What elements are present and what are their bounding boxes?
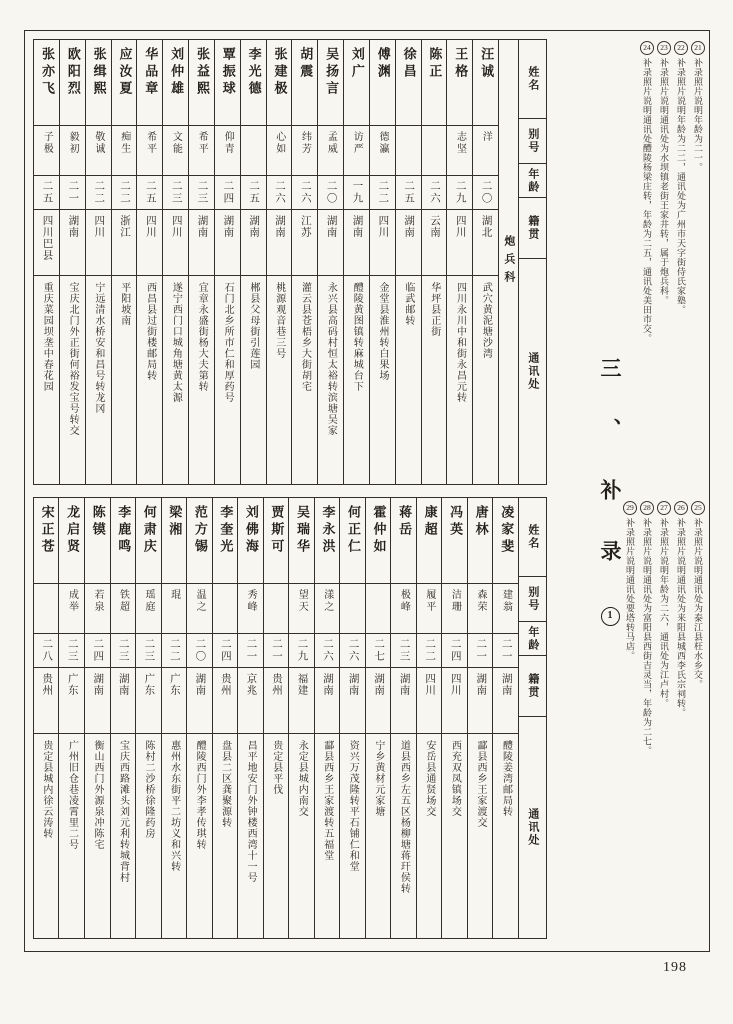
register-entry <box>34 40 59 484</box>
entry-name: 汪诚 <box>473 40 498 126</box>
register-entry <box>135 498 161 938</box>
entry-address: 宝庆西路滩头刘元利转城背村 <box>117 740 129 883</box>
register-entry <box>237 498 263 938</box>
entry-age: 二三 <box>59 634 84 668</box>
entry-alias: 文能 <box>163 126 188 176</box>
margin-note <box>657 41 671 473</box>
entry-address: 醴陵姜湾邮局转 <box>500 740 512 817</box>
entry-address: 灌云县苍梧乡大街胡宅 <box>299 282 311 392</box>
entry-age: 二六 <box>292 176 317 210</box>
entry-address: 道县西乡左五区杨柳塘蒋玕侯转 <box>398 740 410 894</box>
entry-native: 四川 <box>137 210 162 276</box>
entry-address: 醴陵西门外李孝传琪转 <box>194 740 206 850</box>
margin-note <box>691 41 705 473</box>
entry-name: 贾斯可 <box>264 498 289 584</box>
entry-address: 昌平地安门外钟楼西湾十一号 <box>245 740 257 883</box>
register-entry <box>421 40 447 484</box>
entry-address: 永定县城内南交 <box>296 740 308 817</box>
entry-name: 傅渊 <box>370 40 395 126</box>
entry-native: 湖南 <box>493 668 518 734</box>
entry-native: 湖南 <box>85 668 110 734</box>
entry-alias <box>422 126 447 176</box>
entry-name: 吴扬言 <box>318 40 343 126</box>
entry-age: 二二 <box>86 176 111 210</box>
entry-alias: 漾之 <box>315 584 340 634</box>
entry-native: 湖南 <box>468 668 493 734</box>
note-text: 补录照片说明通讯处醴陵杨梁庄转，年龄为二五，通讯处美田市交。 <box>642 58 652 343</box>
entry-alias <box>396 126 421 176</box>
entry-address: 酃县西乡王家渡交 <box>474 740 486 828</box>
entry-address: 郴县父母街引莲园 <box>247 282 259 370</box>
field-label: 别号 <box>519 577 546 622</box>
register-entry <box>263 498 289 938</box>
entry-name: 陈正 <box>422 40 447 126</box>
field-label-column <box>518 40 546 484</box>
entry-age: 二六 <box>267 176 292 210</box>
entry-native: 湖南 <box>187 668 212 734</box>
entry-age: 二四 <box>215 176 240 210</box>
margin-note <box>691 501 705 933</box>
entry-age: 二八 <box>34 634 59 668</box>
entry-age: 二六 <box>422 176 447 210</box>
entry-name: 张缉熙 <box>86 40 111 126</box>
field-label: 籍贯 <box>519 198 546 259</box>
entry-address: 平阳坡南 <box>118 282 130 326</box>
entry-age: 二二 <box>417 634 442 668</box>
entry-alias: 孟威 <box>318 126 343 176</box>
entry-age: 二〇 <box>187 634 212 668</box>
register-entry <box>58 498 84 938</box>
entry-address: 宝庆北门外正街何裕发宝号转交 <box>67 282 79 436</box>
entry-alias: 心如 <box>267 126 292 176</box>
entry-age: 二〇 <box>318 176 343 210</box>
entry-native: 湖南 <box>215 210 240 276</box>
entry-alias <box>340 584 365 634</box>
entry-native: 湖南 <box>344 210 369 276</box>
entry-age: 二六 <box>315 634 340 668</box>
entry-age: 二九 <box>447 176 472 210</box>
entry-alias: 洁珊 <box>442 584 467 634</box>
margin-note <box>623 501 637 933</box>
field-label: 姓名 <box>519 40 546 119</box>
entry-age: 二一 <box>60 176 85 210</box>
entry-address: 石门北乡所市仁和厚药号 <box>222 282 234 403</box>
entry-name: 覃振球 <box>215 40 240 126</box>
entry-alias: 访严 <box>344 126 369 176</box>
entry-address: 贵定县城内徐云涛转 <box>40 740 52 839</box>
entry-native: 贵州 <box>34 668 59 734</box>
entry-alias <box>366 584 391 634</box>
entry-name: 龙启贤 <box>59 498 84 584</box>
register-entry <box>317 40 343 484</box>
entry-name: 霍仲如 <box>366 498 391 584</box>
branch-label-column <box>498 40 518 484</box>
field-label: 别号 <box>519 119 546 164</box>
register-entry <box>390 498 416 938</box>
section-number-circled: 1 <box>601 607 620 626</box>
note-number-circled: 28 <box>640 501 654 515</box>
entry-address: 醴陵黄图镇转麻城台下 <box>351 282 363 392</box>
entry-native: 湖南 <box>391 668 416 734</box>
note-number-circled: 27 <box>657 501 671 515</box>
entry-name: 何肃庆 <box>136 498 161 584</box>
entry-address: 西充双凤镇场交 <box>449 740 461 817</box>
entry-name: 蒋岳 <box>391 498 416 584</box>
margin-note <box>674 41 688 473</box>
page-number: 198 <box>663 960 687 975</box>
entry-name: 刘佛海 <box>238 498 263 584</box>
register-entry <box>467 498 493 938</box>
entry-name: 胡震 <box>292 40 317 126</box>
note-text: 补录照片说明年龄为二一。 <box>693 58 703 172</box>
entry-alias: 成举 <box>59 584 84 634</box>
entry-native: 贵州 <box>213 668 238 734</box>
entry-native: 湖南 <box>267 210 292 276</box>
register-entry <box>186 498 212 938</box>
entry-native: 湖北 <box>473 210 498 276</box>
register-entry <box>188 40 214 484</box>
margin-note <box>657 501 671 933</box>
entry-name: 康超 <box>417 498 442 584</box>
entry-native: 四川 <box>417 668 442 734</box>
entry-alias: 毅初 <box>60 126 85 176</box>
entry-alias: 痴生 <box>112 126 137 176</box>
entry-alias: 森荣 <box>468 584 493 634</box>
entry-alias: 望天 <box>289 584 314 634</box>
entry-alias <box>264 584 289 634</box>
entry-address: 永兴县高码村恒太裕转滨塘吴家 <box>325 282 337 436</box>
entry-age: 二四 <box>85 634 110 668</box>
register-entry <box>446 40 472 484</box>
entry-alias: 纬芳 <box>292 126 317 176</box>
entry-address: 金堂县淮州转白果场 <box>377 282 389 381</box>
register-entry <box>314 498 340 938</box>
entry-native: 四川 <box>163 210 188 276</box>
note-text: 补录照片说明年龄为二六，通讯处为江卢村。 <box>659 518 669 708</box>
section-title-column <box>595 31 625 951</box>
entry-address: 衡山西门外源泉冲陈宅 <box>91 740 103 850</box>
entry-alias: 若泉 <box>85 584 110 634</box>
entry-alias: 瑶庭 <box>136 584 161 634</box>
entry-alias <box>213 584 238 634</box>
register-entry <box>214 40 240 484</box>
entry-name: 凌家斐 <box>493 498 518 584</box>
entry-alias: 洋 <box>473 126 498 176</box>
entry-address: 遂宁西门口城角塘黄太源 <box>170 282 182 403</box>
entry-age: 二一 <box>468 634 493 668</box>
register-entry <box>136 40 162 484</box>
entry-age: 二三 <box>189 176 214 210</box>
margin-notes-top <box>631 41 705 473</box>
entry-address: 广州旧仓巷凌霄里二号 <box>66 740 78 850</box>
entry-alias: 敬诚 <box>86 126 111 176</box>
entry-name: 张益熙 <box>189 40 214 126</box>
entry-native: 湖南 <box>340 668 365 734</box>
entry-alias: 秀峰 <box>238 584 263 634</box>
margin-notes-bottom <box>625 501 705 933</box>
register-entry <box>395 40 421 484</box>
entry-native: 湖南 <box>60 210 85 276</box>
entry-address: 宁远清水桥安和昌号转龙冈 <box>92 282 104 414</box>
entry-native: 四川 <box>447 210 472 276</box>
note-text: 补录照片说明通讯处为水坝镇老街王家井转，属于炮兵科。 <box>659 58 669 305</box>
entry-name: 李光德 <box>241 40 266 126</box>
register-entry <box>339 498 365 938</box>
entry-name: 张亦飞 <box>34 40 59 126</box>
entry-age: 二七 <box>366 634 391 668</box>
entry-address: 盘县二区龚聚源转 <box>219 740 231 828</box>
entry-address: 重庆菜园坝垄中春花园 <box>41 282 53 392</box>
entry-alias: 建翁 <box>493 584 518 634</box>
entry-name: 宋正苍 <box>34 498 59 584</box>
register-entry <box>365 498 391 938</box>
entry-native: 四川 <box>86 210 111 276</box>
entry-age: 二六 <box>340 634 365 668</box>
entry-native: 贵州 <box>264 668 289 734</box>
field-label-column <box>518 498 546 938</box>
entry-native: 京兆 <box>238 668 263 734</box>
top-register-table <box>33 39 547 485</box>
entry-name: 冯英 <box>442 498 467 584</box>
field-label: 姓名 <box>519 498 546 577</box>
entry-age: 二二 <box>112 176 137 210</box>
register-entry <box>472 40 498 484</box>
entry-age: 二五 <box>137 176 162 210</box>
entry-native: 四川 <box>370 210 395 276</box>
entry-age: 二〇 <box>473 176 498 210</box>
entry-native: 广东 <box>59 668 84 734</box>
entry-name: 唐林 <box>468 498 493 584</box>
note-number-circled: 26 <box>674 501 688 515</box>
margin-note <box>674 501 688 933</box>
entry-address: 贵定县平伐 <box>270 740 282 795</box>
register-entry <box>288 498 314 938</box>
register-entry <box>111 40 137 484</box>
entry-address: 资兴万茂隆转平石铺仁和堂 <box>347 740 359 872</box>
register-entry <box>343 40 369 484</box>
entry-address: 四川永川中和街永昌元转 <box>454 282 466 403</box>
entry-alias <box>241 126 266 176</box>
entry-alias: 子极 <box>34 126 59 176</box>
entry-native: 广东 <box>162 668 187 734</box>
entry-native: 江苏 <box>292 210 317 276</box>
register-entry <box>212 498 238 938</box>
register-entry <box>441 498 467 938</box>
entry-name: 李鹿鸣 <box>111 498 136 584</box>
entry-name: 刘仲雄 <box>163 40 188 126</box>
entry-alias: 德瀛 <box>370 126 395 176</box>
entry-name: 刘广 <box>344 40 369 126</box>
entry-age: 二五 <box>34 176 59 210</box>
entry-alias <box>34 584 59 634</box>
register-entry <box>291 40 317 484</box>
entry-name: 陈镆 <box>85 498 110 584</box>
note-number-circled: 24 <box>640 41 654 55</box>
entry-age: 二一 <box>238 634 263 668</box>
entry-alias: 仰青 <box>215 126 240 176</box>
note-text: 补录照片说明通讯处要塔转马店。 <box>625 518 635 661</box>
entry-age: 二一 <box>493 634 518 668</box>
entry-native: 湖南 <box>241 210 266 276</box>
field-label: 年龄 <box>519 164 546 198</box>
entry-age: 一九 <box>344 176 369 210</box>
entry-age: 二三 <box>136 634 161 668</box>
note-number-circled: 22 <box>674 41 688 55</box>
register-entry <box>266 40 292 484</box>
entry-age: 二四 <box>442 634 467 668</box>
register-entry <box>240 40 266 484</box>
entry-native: 湖南 <box>318 210 343 276</box>
bottom-register-table <box>33 497 547 939</box>
entry-name: 应汝夏 <box>112 40 137 126</box>
entry-age: 二二 <box>370 176 395 210</box>
register-entry <box>84 498 110 938</box>
entry-address: 安岳县通贤场交 <box>423 740 435 817</box>
register-entry <box>110 498 136 938</box>
register-entry <box>416 498 442 938</box>
entry-address: 桃源观音巷三号 <box>273 282 285 359</box>
field-label: 年龄 <box>519 622 546 656</box>
entry-native: 浙江 <box>112 210 137 276</box>
entry-alias: 希平 <box>137 126 162 176</box>
entry-age: 二三 <box>111 634 136 668</box>
register-entry <box>59 40 85 484</box>
note-text: 补录照片说明通讯处为来阳县城西李氏宗祠转。 <box>676 518 686 718</box>
entry-native: 广东 <box>136 668 161 734</box>
note-text: 补录照片说明通讯处为富阳县西街吉灵当，年龄为二七。 <box>642 518 652 756</box>
register-entry <box>34 498 59 938</box>
entry-address: 宁乡黄材元家塘 <box>372 740 384 817</box>
entry-name: 王格 <box>447 40 472 126</box>
entry-age: 二二 <box>162 634 187 668</box>
entry-address: 武穴黄泥塘沙湾 <box>480 282 492 359</box>
entry-alias: 志坚 <box>447 126 472 176</box>
register-entry <box>85 40 111 484</box>
entry-name: 何正仁 <box>340 498 365 584</box>
entry-name: 张建极 <box>267 40 292 126</box>
entry-age: 二三 <box>163 176 188 210</box>
register-entry <box>492 498 518 938</box>
entry-age: 二五 <box>241 176 266 210</box>
page-border-frame <box>24 30 710 952</box>
margin-note <box>640 41 654 473</box>
field-label: 通讯处 <box>526 808 539 847</box>
entry-alias: 铁超 <box>111 584 136 634</box>
entry-address: 宜章永盛街杨大夫第转 <box>196 282 208 392</box>
entry-native: 湖南 <box>189 210 214 276</box>
margin-note <box>640 501 654 933</box>
note-text: 补录照片说明通讯处为泰江县枉水乡交。 <box>693 518 703 689</box>
note-number-circled: 25 <box>691 501 705 515</box>
entry-alias: 希平 <box>189 126 214 176</box>
note-number-circled: 21 <box>691 41 705 55</box>
entry-name: 欧阳烈 <box>60 40 85 126</box>
entry-name: 梁湘 <box>162 498 187 584</box>
entry-name: 吴瑞华 <box>289 498 314 584</box>
entry-native: 湖南 <box>396 210 421 276</box>
entry-native: 湖南 <box>315 668 340 734</box>
entry-address: 西昌县过街楼邮局转 <box>144 282 156 381</box>
entry-address: 酃县西乡王家渡转五福堂 <box>321 740 333 861</box>
note-number-circled: 29 <box>623 501 637 515</box>
entry-name: 李永洪 <box>315 498 340 584</box>
entry-name: 李奎光 <box>213 498 238 584</box>
branch-label: 炮兵科 <box>502 235 515 289</box>
entry-age: 二四 <box>213 634 238 668</box>
entry-address: 陈村二沙桥徐隆药房 <box>143 740 155 839</box>
entry-native: 湖南 <box>111 668 136 734</box>
register-entry <box>162 40 188 484</box>
entry-alias: 极峰 <box>391 584 416 634</box>
entry-native: 四川 <box>442 668 467 734</box>
entry-alias: 琨 <box>162 584 187 634</box>
section-title: 三、补录 <box>598 356 622 601</box>
entry-native: 云南 <box>422 210 447 276</box>
entry-native: 四川巴县 <box>34 210 59 276</box>
field-label: 籍贯 <box>519 656 546 717</box>
entry-name: 华品章 <box>137 40 162 126</box>
field-label: 通讯处 <box>526 352 539 391</box>
entry-address: 华坪县正街 <box>428 282 440 337</box>
register-entry <box>369 40 395 484</box>
entry-address: 临武邮转 <box>402 282 414 326</box>
entry-name: 范方锡 <box>187 498 212 584</box>
entry-age: 二五 <box>396 176 421 210</box>
entry-name: 徐昌 <box>396 40 421 126</box>
entry-age: 二三 <box>391 634 416 668</box>
register-entry <box>161 498 187 938</box>
note-text: 补录照片说明年龄为二二，通讯处为广州市天字街侍氏家塾。 <box>676 58 686 315</box>
entry-age: 二一 <box>264 634 289 668</box>
entry-alias: 履平 <box>417 584 442 634</box>
entry-address: 惠州水东街平二坊义和兴转 <box>168 740 180 872</box>
entry-native: 福建 <box>289 668 314 734</box>
note-number-circled: 23 <box>657 41 671 55</box>
entry-alias: 温之 <box>187 584 212 634</box>
entry-age: 二九 <box>289 634 314 668</box>
entry-native: 湖南 <box>366 668 391 734</box>
